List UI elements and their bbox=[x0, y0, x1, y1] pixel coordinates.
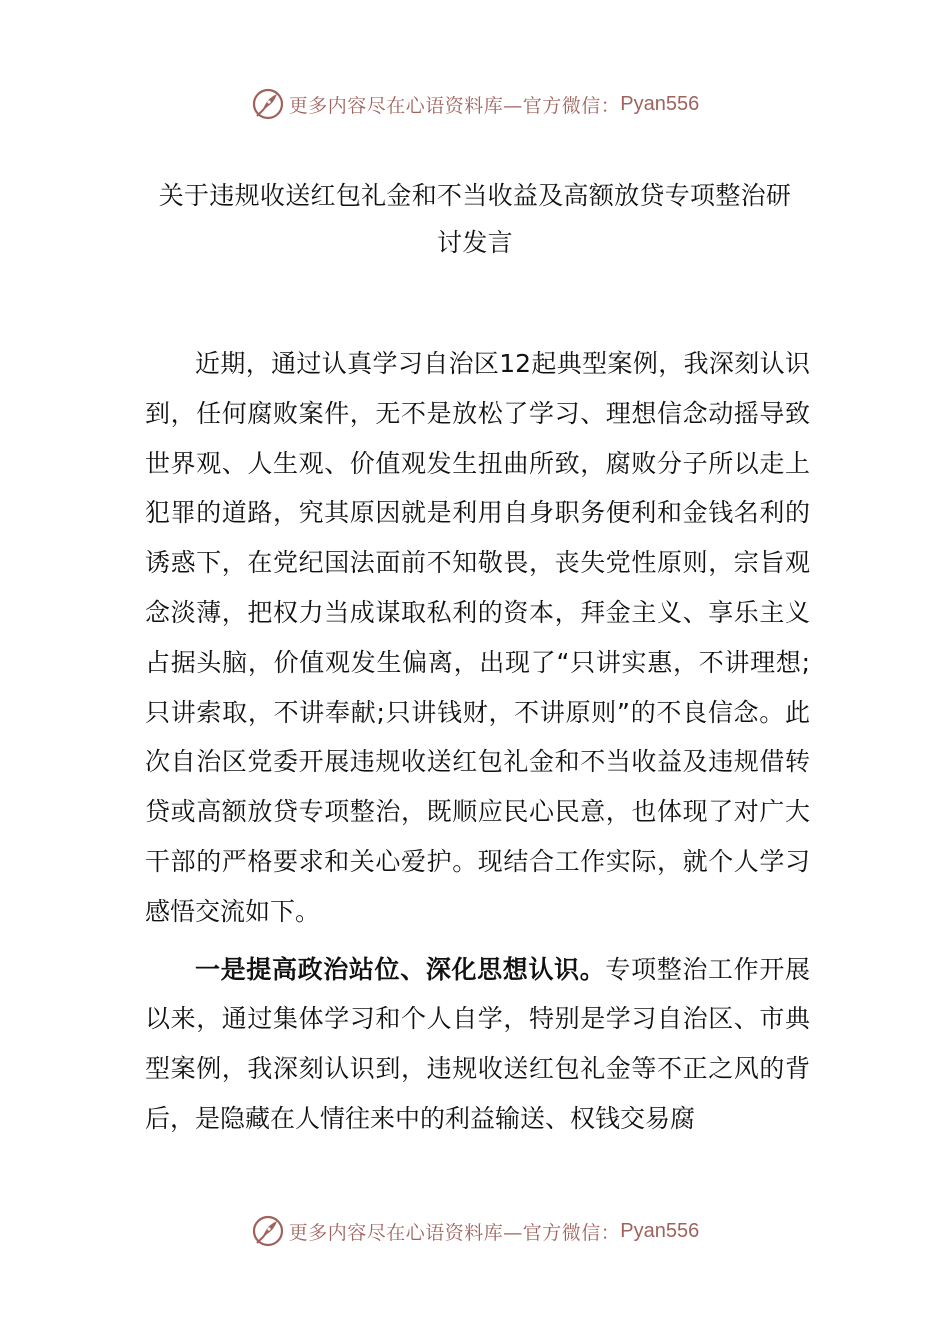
pen-nib-logo-icon bbox=[251, 87, 285, 121]
document-title bbox=[120, 172, 830, 266]
pen-nib-logo-icon bbox=[251, 1214, 285, 1248]
banner-text: 更多内容尽在心语资料库—官方微信： bbox=[288, 1221, 621, 1244]
document-body bbox=[145, 339, 810, 1144]
footer-banner bbox=[0, 1211, 950, 1251]
paragraph-2-text: 专项整治工作开展以来，通过集体学习和个人自学，特别是学习自治区、市典型案例，我深刻认识到，违规收送红包礼金等不正之风的背后，是隐藏在人情往来中的利益输送、权钱交易腐 bbox=[145, 954, 810, 1133]
wechat-id: Pyan556 bbox=[620, 1219, 700, 1242]
header-banner bbox=[0, 84, 950, 124]
wechat-id: Pyan556 bbox=[620, 92, 700, 115]
banner-text: 更多内容尽在心语资料库—官方微信： bbox=[288, 94, 621, 117]
title-line-1: 关于违规收送红包礼金和不当收益及高额放贷专项整治研 bbox=[158, 181, 792, 210]
paragraph-2 bbox=[145, 945, 810, 1144]
title-line-2: 讨发言 bbox=[437, 228, 513, 257]
paragraph-2-heading: 一是提高政治站位、深化思想认识。 bbox=[195, 954, 606, 984]
paragraph-1: 近期，通过认真学习自治区12起典型案例，我深刻认识到，任何腐败案件，无不是放松了学习、理想信念动摇导致世界观、人生观、价值观发生扭曲所致，腐败分子所以走上犯罪的道路，究其原因就是利用自身职务便利和金钱名利的诱惑下，在党纪国法面前不知敬畏，丧失党性原则，宗旨观念淡薄，把权力当成谋取私利的资本，拜金主义、享乐主义占据头脑，价值观发生偏离，出现了“只讲实惠，不讲理想;只讲索取，不讲奉献;只讲钱财，不讲原则”的不良信念。此次自治区党委开展违规收送红包礼金和不当收益及违规借转贷或高额放贷专项整治，既顺应民心民意，也体现了对广大干部的严格要求和关心爱护。现结合工作实际，就个人学习感悟交流如下。 bbox=[145, 349, 810, 926]
